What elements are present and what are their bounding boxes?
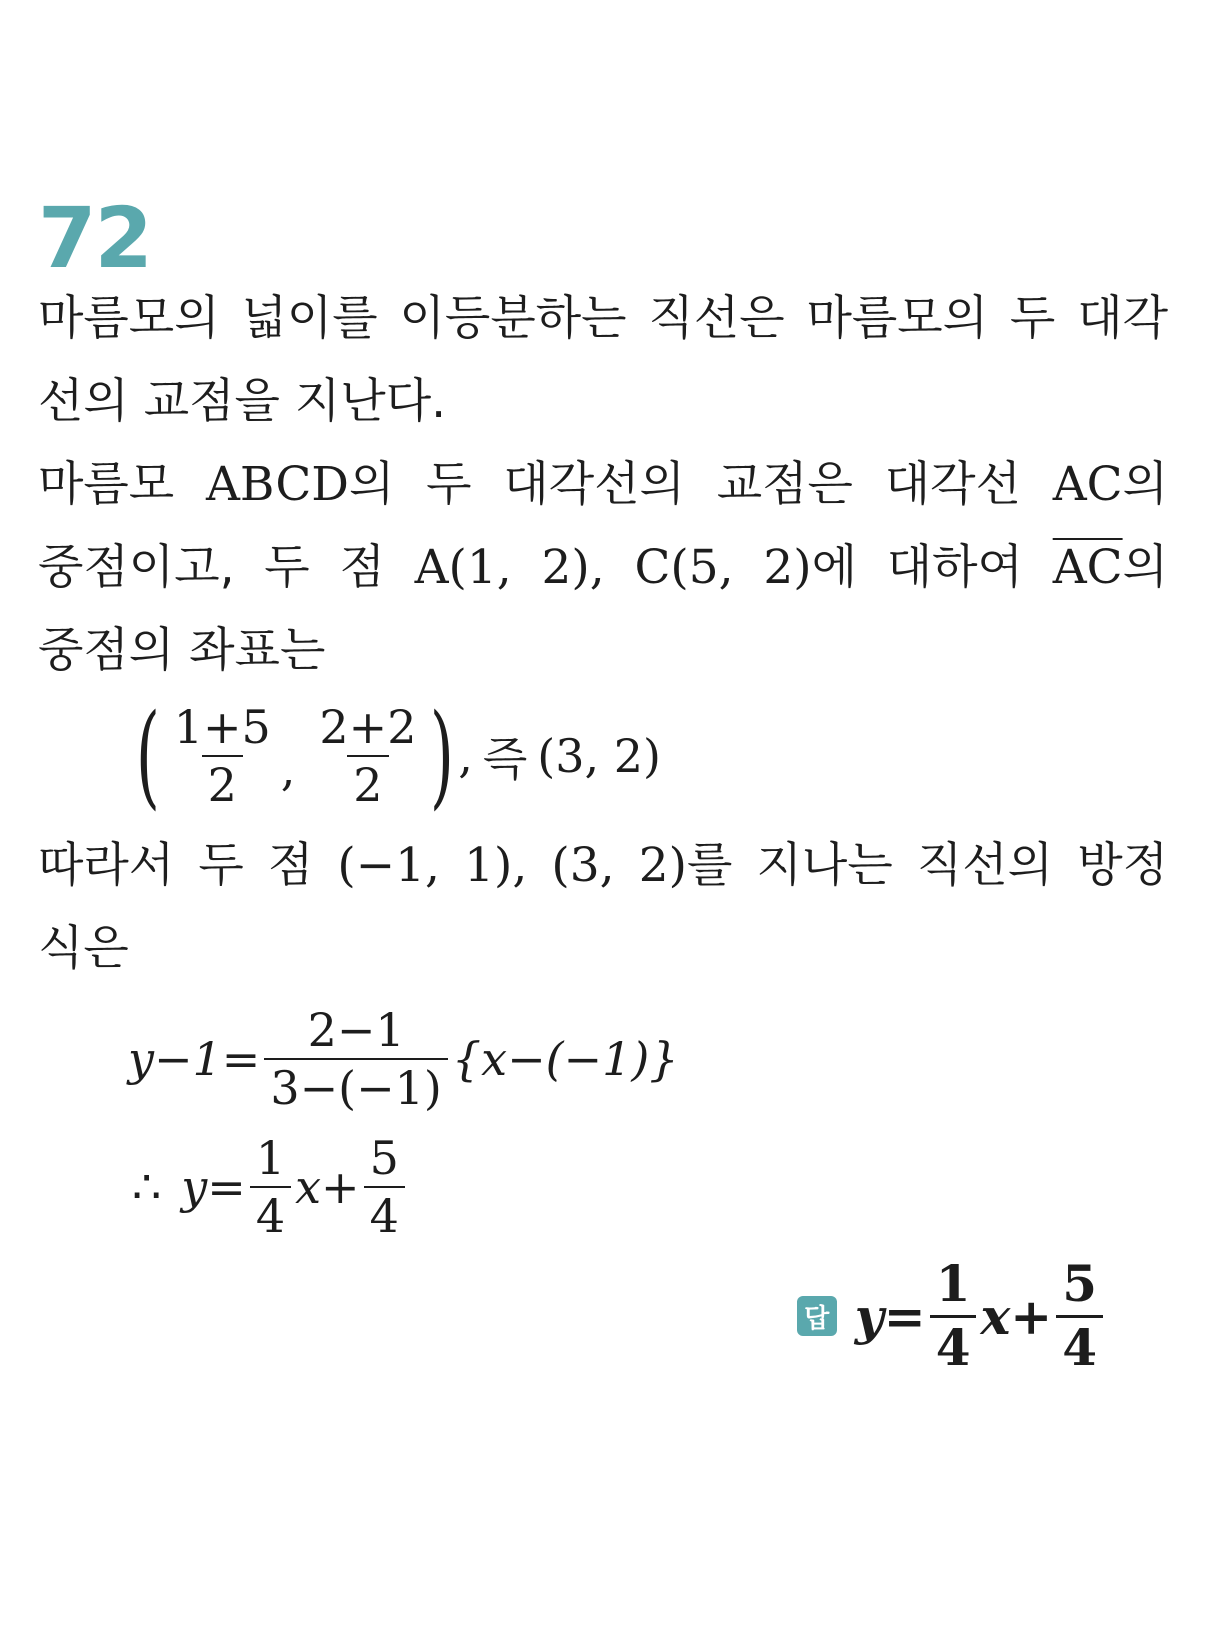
comma: ,: [458, 729, 473, 783]
fraction: [313, 699, 422, 812]
fraction: [250, 1131, 291, 1244]
text-segment: 마름모: [38, 457, 206, 512]
equation-lhs: y−1=: [128, 1032, 261, 1087]
denominator: 2: [202, 755, 243, 809]
left-paren: (: [135, 691, 160, 821]
midpoint-expression: [132, 691, 661, 821]
numerator: 1: [935, 1254, 971, 1313]
text-segment: 따라서 두 점: [38, 838, 338, 893]
variable: x+: [980, 1286, 1053, 1346]
denominator: 4: [1056, 1315, 1103, 1375]
fraction: [1056, 1254, 1103, 1377]
result-equation: [132, 1131, 409, 1244]
denominator: 2: [347, 755, 388, 809]
answer-lhs: y=: [854, 1286, 926, 1346]
numerator: 5: [1062, 1254, 1097, 1313]
text-line-1: 마름모의 넓이를 이등분하는 직선은 마름모의 두 대각: [38, 291, 1168, 346]
line-equation: [128, 1003, 679, 1116]
text-segment: 의: [1122, 457, 1168, 512]
word-namely: 즉: [482, 732, 528, 786]
text-line-2: 선의 교점을 지난다.: [38, 374, 447, 429]
numerator: 2−1: [307, 1003, 405, 1057]
text-line-4: [38, 538, 1168, 598]
diagonal-label: AC: [1052, 457, 1123, 512]
points: (−1, 1), (3, 2): [337, 838, 687, 893]
text-line-3: [38, 455, 1168, 515]
midpoint-result: (3, 2): [537, 729, 661, 783]
text-segment: 에 대하여: [811, 540, 1053, 595]
variable: x+: [295, 1160, 360, 1215]
denominator: 4: [250, 1186, 291, 1240]
numerator: 1+5: [173, 699, 271, 754]
fraction: [364, 1131, 405, 1244]
fraction: [168, 699, 277, 812]
right-paren: ): [430, 691, 455, 821]
fraction: [930, 1254, 977, 1377]
text-line-6: [38, 836, 1168, 896]
equation-lhs: y=: [181, 1160, 246, 1215]
point-c: C(5, 2): [634, 540, 812, 595]
text-line-5: 중점의 좌표는: [38, 623, 326, 678]
comma: ,: [280, 742, 296, 796]
problem-number: 72: [38, 189, 151, 287]
answer-badge: 답: [797, 1296, 837, 1336]
therefore-symbol: ∴: [132, 1160, 162, 1215]
point-a: A(1, 2): [414, 540, 590, 595]
denominator: 4: [930, 1315, 977, 1375]
numerator: 1: [255, 1131, 286, 1185]
numerator: 2+2: [319, 699, 417, 754]
text-segment: 의 두 대각선의 교점은 대각선: [348, 457, 1053, 512]
text-segment: 를 지나는 직선의 방정: [686, 838, 1168, 893]
rhombus-label: ABCD: [205, 457, 349, 512]
equation-rhs: {x−(−1)}: [451, 1032, 679, 1087]
text-segment: ,: [589, 540, 635, 595]
numerator: 5: [369, 1131, 399, 1185]
text-line-7: 식은: [38, 921, 129, 976]
text-segment: 중점이고, 두 점: [38, 540, 415, 595]
denominator: 4: [364, 1186, 405, 1240]
answer: [797, 1254, 1107, 1377]
segment-ac: $\overline{AC}$: [1052, 540, 1123, 595]
text-segment: 의: [1122, 540, 1168, 595]
fraction: [264, 1003, 448, 1116]
denominator: 3−(−1): [264, 1058, 448, 1112]
